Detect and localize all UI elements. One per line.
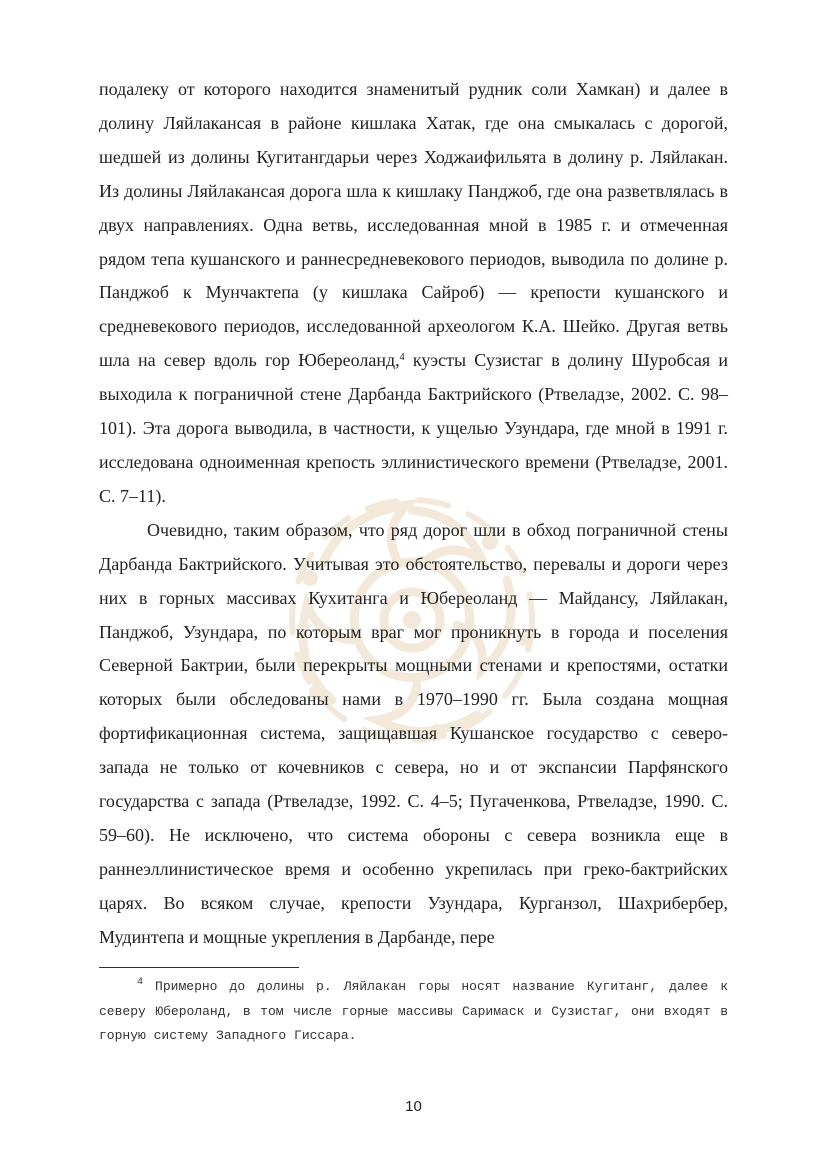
footnote-number: 4 (137, 977, 144, 988)
footnote-reference[interactable]: 4 (399, 352, 405, 364)
footnote (99, 975, 728, 1049)
page-number: 10 (405, 1098, 422, 1115)
footnote-text: Примерно до долины р. Ляйлакан горы носят название Кугитанг, далее к северу Юбероланд, в том числе горные массивы Саримаск и Сузистаг, они входят в горную систему Западного Гиссара. (99, 979, 728, 1043)
paragraph-1-text-before-note: подалеку от которого находится знаменитый рудник соли Хамкан) и далее в долину Ляйлакансая в районе кишлака Хатак, где она смыкалась с дорогой, шедшей из долины Кугитангдарьи через Ходжаифильята в долину р. Ляйлакан. Из долины Ляйлакансая дорога шла к кишлаку Панджоб, где она разветвлялась в двух направлениях. Одна ветвь, исследованная мной в 1985 г. и отмеченная рядом тепа кушанского и раннесредневекового периодов, выводила по долине р. Панджоб к Мунчактепа (у кишлака Сайроб) — крепости кушанского и средневекового периодов, исследованной археологом К.А. Шейко. Другая ветвь шла на север вдоль гор Юбереоланд, (99, 79, 728, 371)
paragraph-2: Очевидно, таким образом, что ряд дорог шли в обход пограничной стены Дарбанда Бактрийского. Учитывая это обстоятельство, перевалы и дороги через них в горных массивах Кухитанга и Юбереоланд — Майдансу, Ляйлакан, Панджоб, Узундара, по которым враг мог проникнуть в города и поселения Северной Бактрии, были перекрыты мощными стенами и крепостями, остатки которых были обследованы нами в 1970–1990 гг. Была создана мощная фортификационная система, защищавшая Кушанское государство с северо-запада не только от кочевников с севера, но и от экспансии Парфянского государства с запада (Ртвеладзе, 1992. С. 4–5; Пугаченкова, Ртвеладзе, 1990. С. 59–60). Не исключено, что система обороны с севера возникла еще в раннеэллинистическое время и особенно укрепилась при греко-бактрийских царях. Во всяком случае, крепости Узундара, Курганзол, Шахрибербер, Мудинтепа и мощные укрепления в Дарбанде, пере (99, 519, 728, 947)
paragraph-1-text-after-note: куэсты Сузистаг в долину Шуробсая и выходила к пограничной стене Дарбанда Бактрийского (Ртвеладзе, 2002. С. 98–101). Эта дорога выводила, в частности, к ущелью Узундара, где мной в 1991 г. исследована одноименная крепость эллинистического времени (Ртвеладзе, 2001. С. 7–11). (99, 350, 729, 506)
paragraph-1 (99, 73, 728, 514)
body-text (99, 73, 728, 955)
footnote-divider (99, 967, 299, 968)
